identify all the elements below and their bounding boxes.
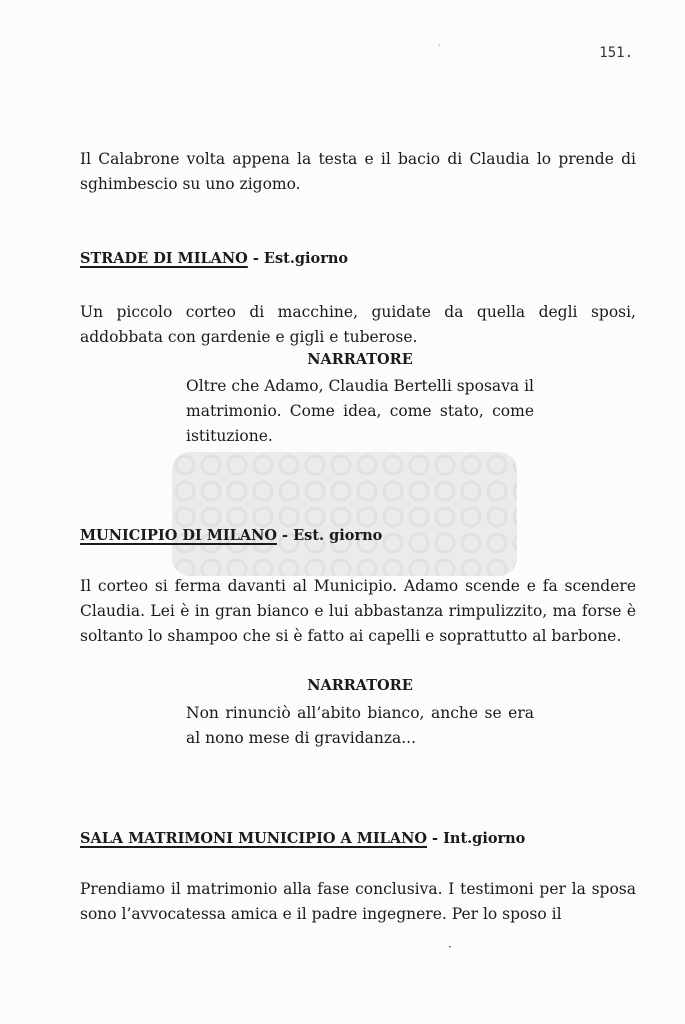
paragraph-bacio: Il Calabrone volta appena la testa e il bacio di Claudia lo prende di sghimbescio su uno zigomo. [80,150,636,193]
page-number: 151. [599,45,633,61]
scene-heading-municipio-di-milano [80,527,382,544]
scene-heading-sala-matrimoni [80,830,525,847]
dialogue-narratore-2: Non rinunciò all’abito bianco, anche se era al nono mese di gravidanza... [186,704,534,747]
paragraph-matrimonio: Prendiamo il matrimonio alla fase conclusiva. I testimoni per la sposa sono l’avvocatessa amica e il padre ingegnere. Per lo sposo il [80,880,636,923]
speaker-narratore: NARRATORE [307,351,413,368]
scene-time: - Est.giorno [247,250,349,267]
scan-mark: ′ [438,44,441,55]
scene-time: - Int.giorno [427,830,526,847]
scene-location: STRADE DI MILANO [80,250,248,267]
paragraph-corteo-municipio: Il corteo si ferma davanti al Municipio. Adamo scende e fa scendere Claudia. Lei è in gran bianco e lui abbastanza rimpulizzito, ma forse è soltanto lo shampoo che si è fatto ai capelli e soprattutto al barbone. [80,577,636,645]
speaker-narratore: NARRATORE [307,677,413,694]
scan-dot: · [448,940,452,954]
library-stamp-watermark [172,452,517,576]
scene-time: - Est. giorno [277,527,383,544]
scene-location: SALA MATRIMONI MUNICIPIO A MILANO [80,830,427,847]
scene-heading-strade-di-milano [80,250,348,267]
dialogue-narratore-1: Oltre che Adamo, Claudia Bertelli sposava il matrimonio. Come idea, come stato, come istituzione. [186,377,534,445]
scene-location: MUNICIPIO DI MILANO [80,527,277,544]
paragraph-corteo-macchine: Un piccolo corteo di macchine, guidate da quella degli sposi, addobbata con gardenie e gigli e tuberose. [80,303,636,346]
